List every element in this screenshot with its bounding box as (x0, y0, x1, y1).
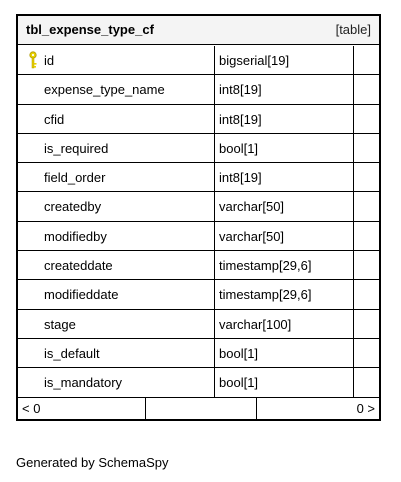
footer-divider (145, 398, 146, 419)
column-row[interactable] (18, 280, 379, 309)
table-box (16, 14, 381, 421)
column-type-cell (215, 105, 354, 133)
column-name-cell (18, 192, 215, 220)
column-type: varchar[50] (219, 228, 285, 244)
column-type: timestamp[29,6] (219, 258, 312, 274)
column-name: is_required (44, 140, 109, 156)
column-name-cell (18, 251, 215, 279)
column-row[interactable] (18, 310, 379, 339)
column-name: createdby (44, 199, 102, 215)
table-footer (18, 398, 379, 419)
column-name: is_mandatory (44, 375, 123, 391)
column-type: varchar[100] (219, 316, 292, 332)
column-type-cell (215, 310, 354, 338)
column-type-cell (215, 192, 354, 220)
column-type: varchar[50] (219, 199, 285, 215)
column-type: bigserial[19] (219, 53, 290, 68)
column-name-cell (18, 105, 215, 133)
column-name-cell (18, 339, 215, 367)
column-name-cell (18, 310, 215, 338)
column-row[interactable] (18, 222, 379, 251)
column-type-cell (215, 46, 354, 74)
column-row[interactable] (18, 163, 379, 192)
column-name-cell (18, 222, 215, 250)
column-type: int8[19] (219, 111, 262, 127)
column-type-cell (215, 75, 354, 103)
column-row[interactable] (18, 46, 379, 75)
parents-count[interactable]: < 0 (22, 401, 41, 416)
column-row[interactable] (18, 134, 379, 163)
children-count[interactable]: 0 > (356, 401, 375, 416)
footer-divider (256, 398, 257, 419)
column-name: expense_type_name (44, 82, 165, 98)
column-row[interactable] (18, 368, 379, 397)
column-type-cell (215, 251, 354, 279)
column-name: modifiedby (44, 228, 107, 244)
table-name[interactable]: tbl_expense_type_cf (26, 22, 154, 37)
key-icon (28, 51, 38, 69)
column-name: field_order (44, 170, 106, 186)
column-row[interactable] (18, 75, 379, 104)
column-name: modifieddate (44, 287, 119, 303)
column-name-cell (18, 368, 215, 396)
column-type: bool[1] (219, 345, 259, 361)
column-name: createddate (44, 258, 113, 274)
column-name-cell (18, 163, 215, 191)
column-name-cell (18, 75, 215, 103)
column-type-cell (215, 163, 354, 191)
column-row[interactable] (18, 251, 379, 280)
column-type: bool[1] (219, 140, 259, 156)
column-list (18, 46, 379, 398)
column-name: cfid (44, 111, 65, 127)
column-type: int8[19] (219, 82, 262, 98)
column-type: int8[19] (219, 170, 262, 186)
table-kind: [table] (335, 22, 371, 37)
column-type: timestamp[29,6] (219, 287, 312, 303)
column-name-cell (18, 134, 215, 162)
column-row[interactable] (18, 339, 379, 368)
column-name: is_default (44, 345, 100, 361)
column-type-cell (215, 280, 354, 308)
column-type-cell (215, 222, 354, 250)
table-header (18, 16, 379, 45)
column-name-cell (18, 280, 215, 308)
column-type: bool[1] (219, 375, 259, 391)
column-name-cell (18, 46, 215, 74)
column-name: id (44, 53, 55, 68)
column-type-cell (215, 339, 354, 367)
generated-by-text: Generated by SchemaSpy (16, 455, 169, 470)
column-type-cell (215, 134, 354, 162)
column-row[interactable] (18, 192, 379, 221)
column-row[interactable] (18, 105, 379, 134)
column-name: stage (44, 316, 76, 332)
column-type-cell (215, 368, 354, 396)
